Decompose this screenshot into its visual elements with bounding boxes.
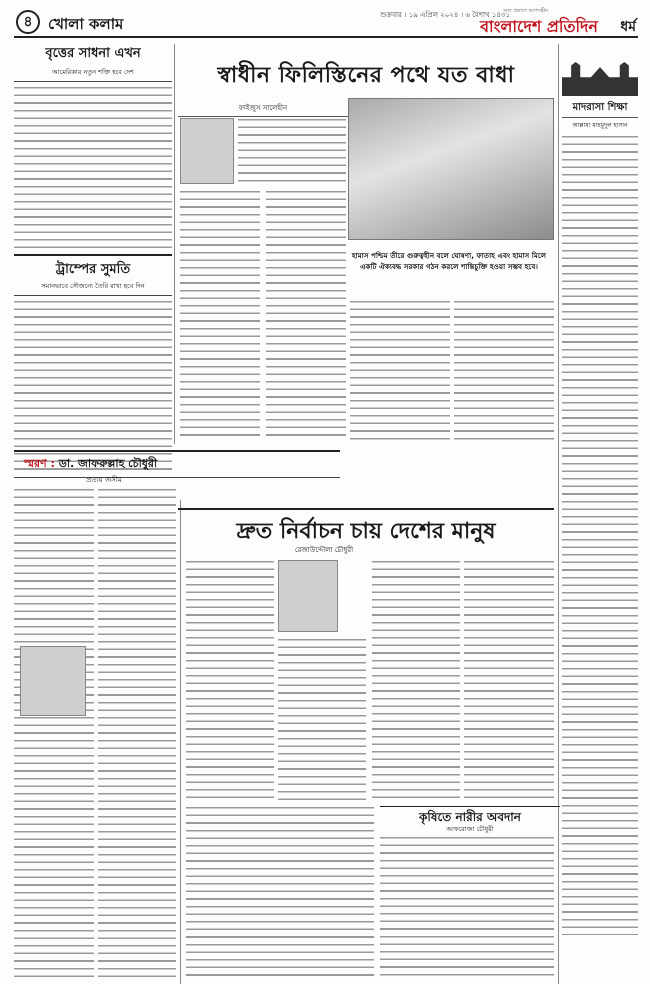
madrasa-author: আল্লামা মাহমুদুল হাসান [572,122,628,129]
madrasa-body [562,135,638,935]
main-body-col4 [454,300,554,440]
trump-article-subtitle: সমানভাবে সৌজন্যে তৈরি রাখা হবে দিন [14,281,172,296]
column-divider [558,44,559,984]
main-body-intro [238,118,346,184]
remembrance-body-col1 [14,488,94,978]
remembrance-author: প্রত্যয় জসীম [86,476,122,484]
election-body-bottom [186,806,374,978]
election-body-col1 [186,560,274,800]
remembrance-label: স্মরণ : [24,457,55,470]
main-pullquote: হামাস পশ্চিম তীরে গুরুত্বহীন বলে ঘোষণা, ফাতাহ এবং হামাস মিলে একটি ঐক্যবদ্ধ সরকার গঠন করলে শান্তিচুক্তি হওয়া সম্ভব হবে। [351,251,547,271]
election-author: রেজাউদ্দৌলা চৌধুরী [294,546,354,554]
brand-tagline: সত্য প্রকাশে আপসহীন [503,8,548,14]
main-headline: স্বাধীন ফিলিস্তিনের পথে যত বাধা [217,63,515,88]
section-title-right: ধর্ম [620,19,636,35]
trump-article-body [14,300,172,470]
left-article-title: বৃত্তের সাধনা এখন [45,46,141,61]
page-number: ৪ [16,10,40,34]
madrasa-title: মাদরাসা শিক্ষা [562,100,638,118]
agri-body [380,836,554,978]
main-author: ফাইজুস সালেহীন [178,102,348,117]
election-headline: দ্রুত নির্বাচন চায় দেশের মানুষ [178,508,554,551]
main-body-col3 [350,300,450,440]
mosque-icon [562,62,638,96]
trump-article-title: ট্রাম্পের সুমতি [14,254,172,281]
date-line: শুক্রবার । ১৯ এপ্রিল ২০২৪ । ৬ বৈশাখ ১৪৩১ [380,11,510,19]
page-header [14,6,638,38]
main-body-col2 [266,190,346,440]
election-body-col3 [372,560,460,800]
remembrance-name: ডা. জাফরুল্লাহ চৌধুরী [58,457,158,470]
election-body-col2 [278,638,366,800]
left-article-subtitle: আমেরিকার নতুন শক্তি হবে দেশ [14,67,172,82]
main-body-col1 [180,190,260,440]
madrasa-article [562,62,638,935]
left-article-body [14,86,172,254]
agri-title: কৃষিতে নারীর অবদান [380,806,560,829]
left-article [14,44,172,470]
column-divider [180,500,181,984]
agri-author: আফরোজা চৌধুরী [446,825,494,833]
gaza-photo [348,98,554,240]
column-divider [174,44,175,444]
election-author-portrait [278,560,338,632]
author-portrait [180,118,234,184]
remembrance-body-col2 [98,488,176,978]
newspaper-logo: বাংলাদেশ প্রতিদিন [480,17,598,36]
remembrance-portrait [20,646,86,716]
election-body-col4 [464,560,554,800]
section-title-left: খোলা কলাম [48,15,124,33]
